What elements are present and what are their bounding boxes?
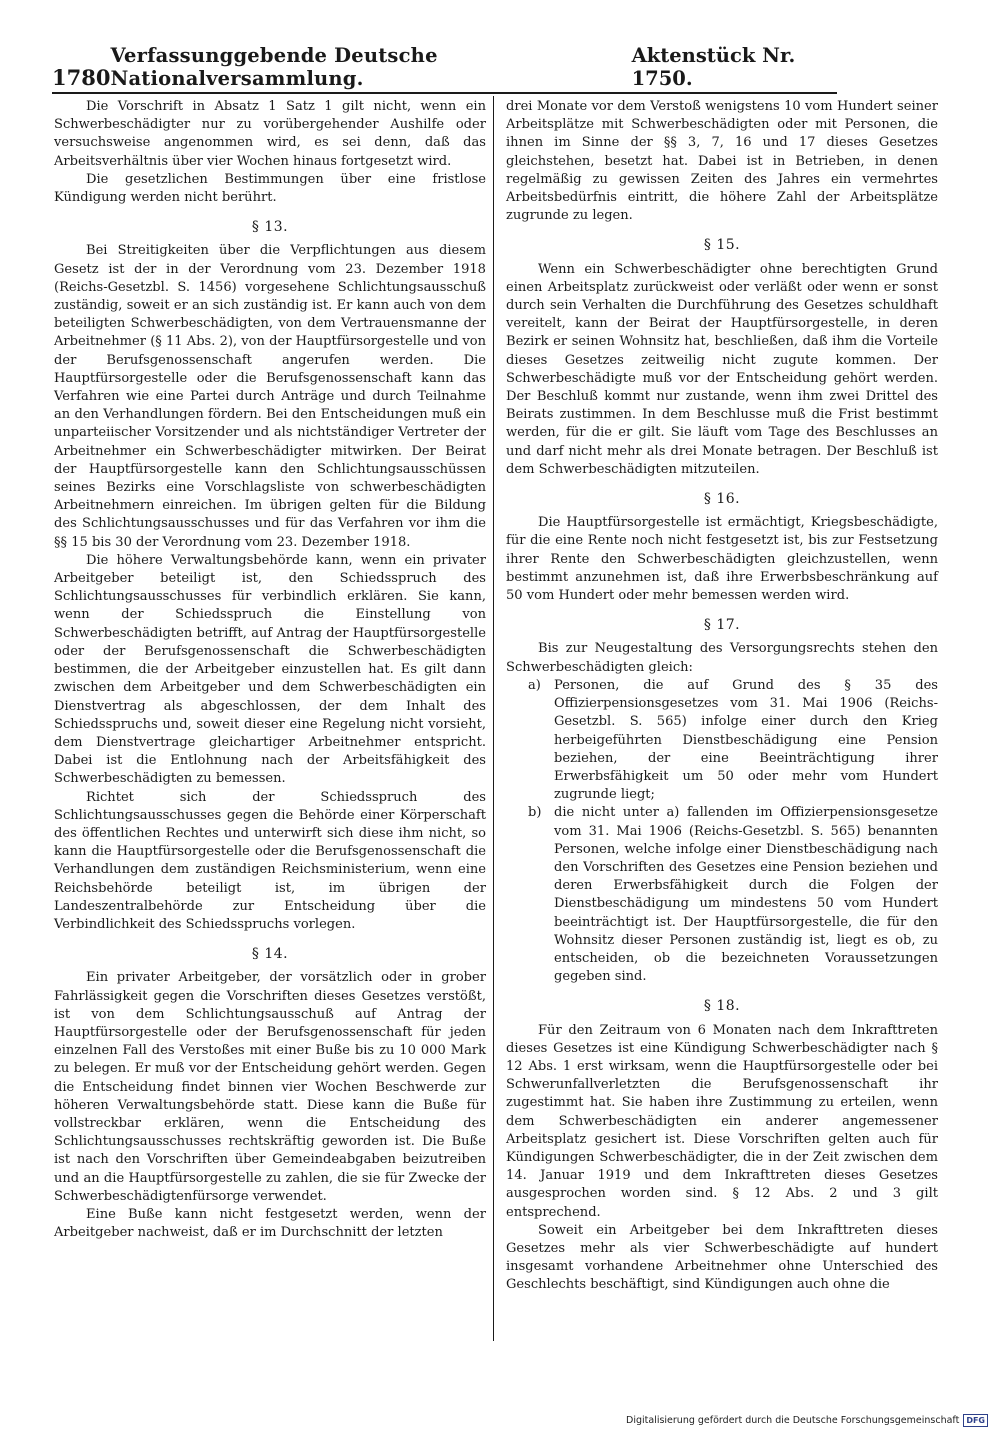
list-item: [528, 677, 938, 804]
section-heading: § 13.: [251, 219, 289, 236]
list-item: [528, 804, 938, 986]
paragraph: drei Monate vor dem Verstoß wenigstens 10 vom Hundert seiner Arbeitsplätze mit Schwerbeschädigten oder mit Personen, die ihnen im Sinne der §§ 3, 7, 16 und 17 dieses Gesetzes gleichstehen, besetzt hat. Dabei ist in Betrieben, in denen regelmäßig zu gewissen Zeiten des Jahres ein vermehrtes Arbeitsbedürfnis eintritt, die höhere Zahl der Arbeitsplätze zugrunde zu legen.: [506, 99, 938, 224]
paragraph: Ein privater Arbeitgeber, der vorsätzlich oder in grober Fahrlässigkeit gegen die Vorschriften dieses Gesetzes verstößt, ist von dem Schlichtungsausschuß auf Antrag der Hauptfürsorgestelle oder der Berufsgenossenschaft für jeden einzelnen Fall des Verstoßes mit einer Buße bis zu 10 000 Mark zu belegen. Er muß vor der Entscheidung gehört werden. Gegen die Entscheidung findet binnen vier Wochen Beschwerde zur höheren Verwaltungsbehörde statt. Diese kann die Buße für vollstreckbar erklären, wenn die Entscheidung des Schlichtungsausschusses rechtskräftig geworden ist. Die Buße ist nach den Vorschriften über Gemeindeabgaben beizutreiben und an die Hauptfürsorgestelle zu zahlen, die sie für Zwecke der Schwerbeschädigtenfürsorge verwendet.: [54, 970, 486, 1204]
paragraph: Die höhere Verwaltungsbehörde kann, wenn ein privater Arbeitgeber beteiligt ist, den Schiedsspruch des Schlichtungsausschusses für verbindlich erklären. Sie kann, wenn der Schiedsspruch die Einstellung von Schwerbeschädigten betrifft, auf Antrag der Hauptfürsorgestelle oder der Berufsgenossenschaft die Schwerbeschädigten bestimmen, die der Arbeitgeber einzustellen hat. Es gilt dann zwischen dem Arbeitgeber und dem Schwerbeschädigten ein Dienstvertrag als abgeschlossen, der dem Inhalt des Schiedsspruchs und, soweit dieser eine Regelung nicht vorsieht, dem Dienstvertrage gleichartiger Arbeitnehmer entspricht. Dabei ist die Entlohnung nach der Arbeitsfähigkeit des Schwerbeschädigten zu bemessen.: [54, 552, 486, 787]
running-title: Verfassunggebende Deutsche Nationalversammlung.: [110, 44, 438, 90]
document-number: Aktenstück Nr. 1750.: [631, 44, 796, 90]
paragraph: Die Vorschrift in Absatz 1 Satz 1 gilt nicht, wenn ein Schwerbeschädigter nur zu vorübergehender Aushilfe oder versuchsweise angenommen wird, es sei denn, daß das Arbeitsverhältnis über vier Wochen hinaus fortgesetzt wird.: [54, 99, 486, 169]
section-heading: § 15.: [703, 237, 741, 254]
digitization-footer: [626, 1414, 988, 1427]
footer-text: Digitalisierung gefördert durch die Deutsche Forschungsgemeinschaft: [626, 1415, 960, 1426]
list-label: b): [528, 805, 542, 821]
paragraph: Die Hauptfürsorgestelle ist ermächtigt, Kriegsbeschädigte, für die eine Rente noch nicht festgesetzt ist, bis zur Festsetzung ihrer Rente den Schwerbeschädigten gleichzustellen, wenn bestimmt anzunehmen ist, daß ihre Erwerbsbeschränkung auf 50 vom Hundert oder mehr bemessen werden wird.: [506, 515, 938, 604]
list-text: die nicht unter a) fallenden im Offizierpensionsgesetze vom 31. Mai 1906 (Reichs-Gesetzbl. S. 565) benannten Personen, welche infolge einer Dienstbeschädigung nach den Vorschriften des Gesetzes eine Pension beziehen und deren Erwerbsfähigkeit durch die Folgen der Dienstbeschädigung um mindestens 50 vom Hundert beeinträchtigt ist. Der Hauptfürsorgestelle, die für den Wohnsitz dieser Personen zuständig ist, liegt es ob, zu entscheiden, ob die bezeichneten Voraussetzungen gegeben sind.: [554, 805, 938, 985]
section-heading: § 17.: [703, 617, 741, 634]
left-column: [54, 98, 486, 1242]
section-heading: § 14.: [251, 946, 289, 963]
right-column: [506, 98, 938, 1295]
header-rule: [52, 92, 837, 94]
section-heading: § 16.: [703, 491, 741, 508]
list-label: a): [528, 677, 541, 693]
list-text: Personen, die auf Grund des § 35 des Offizierpensionsgesetzes vom 31. Mai 1906 (Reichs-Gesetzbl. S. 565) infolge einer durch den Krieg herbeigeführten Dienstbeschädigung eine Pension beziehen, der eine Beeinträchtigung ihrer Erwerbsfähigkeit um 50 oder mehr vom Hundert zugrunde liegt;: [554, 677, 938, 803]
column-divider: [493, 96, 494, 1341]
paragraph: Die gesetzlichen Bestimmungen über eine fristlose Kündigung werden nicht berührt.: [54, 171, 486, 206]
section-heading: § 18.: [703, 998, 741, 1015]
paragraph: Eine Buße kann nicht festgesetzt werden, wenn der Arbeitgeber nachweist, daß er im Durchschnitt der letzten: [54, 1206, 486, 1241]
dfg-logo: DFG: [963, 1414, 988, 1427]
paragraph: Bis zur Neugestaltung des Versorgungsrechts stehen den Schwerbeschädigten gleich:: [506, 641, 938, 675]
paragraph: Soweit ein Arbeitgeber bei dem Inkrafttreten dieses Gesetzes mehr als vier Schwerbeschädigte auf hundert insgesamt vorhandene Arbeitnehmer ohne Unterschied des Geschlechts beschäftigt, sind Kündigungen auch ohne die: [506, 1222, 938, 1293]
paragraph: Wenn ein Schwerbeschädigter ohne berechtigten Grund einen Arbeitsplatz zurückweist oder verläßt oder wenn er sonst durch sein Verhalten die Durchführung des Gesetzes schuldhaft vereitelt, kann der Beirat der Hauptfürsorgestelle, in deren Bezirk er seinen Wohnsitz hat, beschließen, daß ihm die Vorteile dieses Gesetzes zeitweilig nicht zugute kommen. Der Schwerbeschädigte muß vor der Entscheidung gehört werden. Der Beschluß kommt nur zustande, wenn ihm zwei Drittel des Beirats zustimmen. In dem Beschlusse muß die Frist bestimmt werden, für die er gilt. Sie läuft vom Tage des Beschlusses an und darf nicht mehr als drei Monate betragen. Der Beschluß ist dem Schwerbeschädigten mitzuteilen.: [506, 261, 938, 477]
paragraph: Bei Streitigkeiten über die Verpflichtungen aus diesem Gesetz ist der in der Verordnung vom 23. Dezember 1918 (Reichs-Gesetzbl. S. 1456) vorgesehene Schlichtungsausschuß zuständig, soweit er an sich zuständig ist. Er kann auch von dem beteiligten Schwerbeschädigten, von dem Vertrauensmanne der Arbeitnehmer (§ 11 Abs. 2), von der Hauptfürsorgestelle und von der Berufsgenossenschaft angerufen werden. Die Hauptfürsorgestelle oder die Berufsgenossenschaft kann das Verfahren wie eine Partei durch Anträge und durch Teilnahme an den Verhandlungen fördern. Bei den Entscheidungen muß ein unparteiischer Vorsitzender und als nichtständiger Vertreter der Arbeitnehmer ein Schwerbeschädigter mitwirken. Der Beirat der Hauptfürsorgestelle kann den Schlichtungsausschüssen seines Bezirks eine Vorschlagsliste von schwerbeschädigten Arbeitnehmern einreichen. Im übrigen gelten für die Bildung des Schlichtungsausschusses und für das Verfahren vor ihm die §§ 15 bis 30 der Verordnung vom 23. Dezember 1918.: [54, 243, 486, 550]
page-number: 1780: [52, 65, 111, 90]
paragraph: Richtet sich der Schiedsspruch des Schlichtungsausschusses gegen die Behörde einer Körperschaft des öffentlichen Rechtes und unterwirft sich diese ihm nicht, so kann die Hauptfürsorgestelle oder die Berufsgenossenschaft die Verhandlungen dem zuständigen Reichsministerium, wenn eine Reichsbehörde beteiligt ist, im übrigen der Landeszentralbehörde zur Entscheidung über die Verbindlichkeit des Schiedsspruchs vorlegen.: [54, 789, 486, 932]
page-header: [52, 44, 837, 90]
paragraph: Für den Zeitraum von 6 Monaten nach dem Inkrafttreten dieses Gesetzes ist eine Kündigung Schwerbeschädigter nach § 12 Abs. 1 erst wirksam, wenn die Hauptfürsorgestelle oder bei Schwerunfallverletzten die Berufsgenossenschaft ihr zugestimmt hat. Sie haben ihre Zustimmung zu erteilen, wenn dem Schwerbeschädigten ein anderer angemessener Arbeitsplatz gesichert ist. Diese Vorschriften gelten auch für Kündigungen Schwerbeschädigter, die in der Zeit zwischen dem 14. Januar 1919 und dem Inkrafttreten dieses Gesetzes ausgesprochen worden sind. § 12 Abs. 2 und 3 gilt entsprechend.: [506, 1022, 938, 1220]
